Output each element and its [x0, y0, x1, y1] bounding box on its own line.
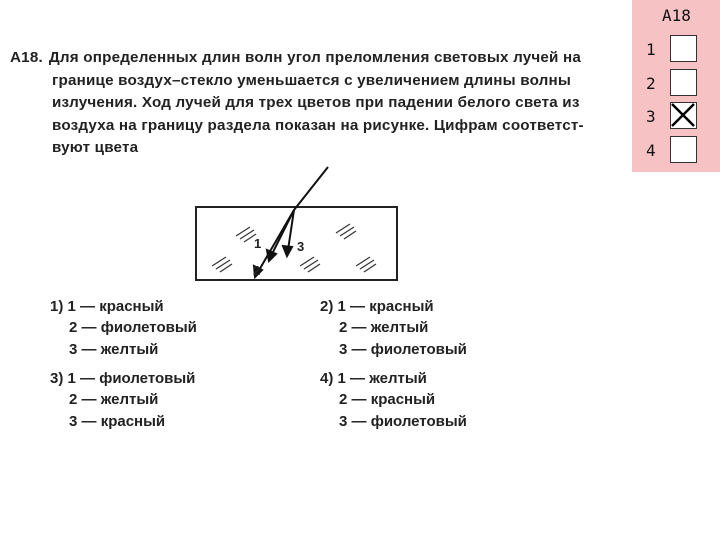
choice-number: 3): [50, 370, 64, 387]
choice-4[interactable]: 4) 1 — желтый 2 — красный 3 — фиолетовый: [320, 370, 467, 430]
option-2-checkbox[interactable]: [670, 69, 697, 96]
option-3-checkbox[interactable]: [670, 102, 697, 129]
choice-1[interactable]: 1) 1 — красный 2 — фиолетовый 3 — желтый: [50, 298, 197, 358]
option-3-label: 3: [646, 107, 656, 126]
question-number: A18.: [10, 49, 43, 66]
question-line-5: вуют цвета: [52, 139, 139, 156]
choice-number: 4): [320, 370, 334, 387]
question-line-1: A18. Для определенных длин волн угол преломления световых лучей на: [10, 49, 582, 66]
cross-mark-icon: [671, 103, 695, 127]
choice-3[interactable]: 3) 1 — фиолетовый 2 — желтый 3 — красный: [50, 370, 196, 430]
answer-panel: [632, 0, 720, 172]
option-2-label: 2: [646, 74, 656, 93]
ray-label-1: 1: [254, 236, 262, 251]
option-4-label: 4: [646, 141, 656, 160]
question-line-3: излучения. Ход лучей для трех цветов при падении белого света из: [52, 94, 580, 111]
answer-panel-title: A18: [662, 6, 691, 25]
option-1-checkbox[interactable]: [670, 35, 697, 62]
choice-number: 1): [50, 298, 64, 315]
ray-label-2: 2: [253, 263, 261, 278]
option-1-label: 1: [646, 40, 656, 59]
choice-2[interactable]: 2) 1 — красный 2 — желтый 3 — фиолетовый: [320, 298, 467, 358]
ray-label-3: 3: [297, 239, 305, 254]
question-line-2: границе воздух–стекло уменьшается с увеличением длины волны: [52, 71, 572, 89]
choice-number: 2): [320, 298, 334, 315]
refraction-diagram: [190, 140, 410, 290]
incident-ray: [294, 167, 328, 210]
question-line-4: воздуха на границу раздела показан на рисунке. Цифрам соответст-: [52, 116, 584, 134]
option-4-checkbox[interactable]: [670, 136, 697, 163]
